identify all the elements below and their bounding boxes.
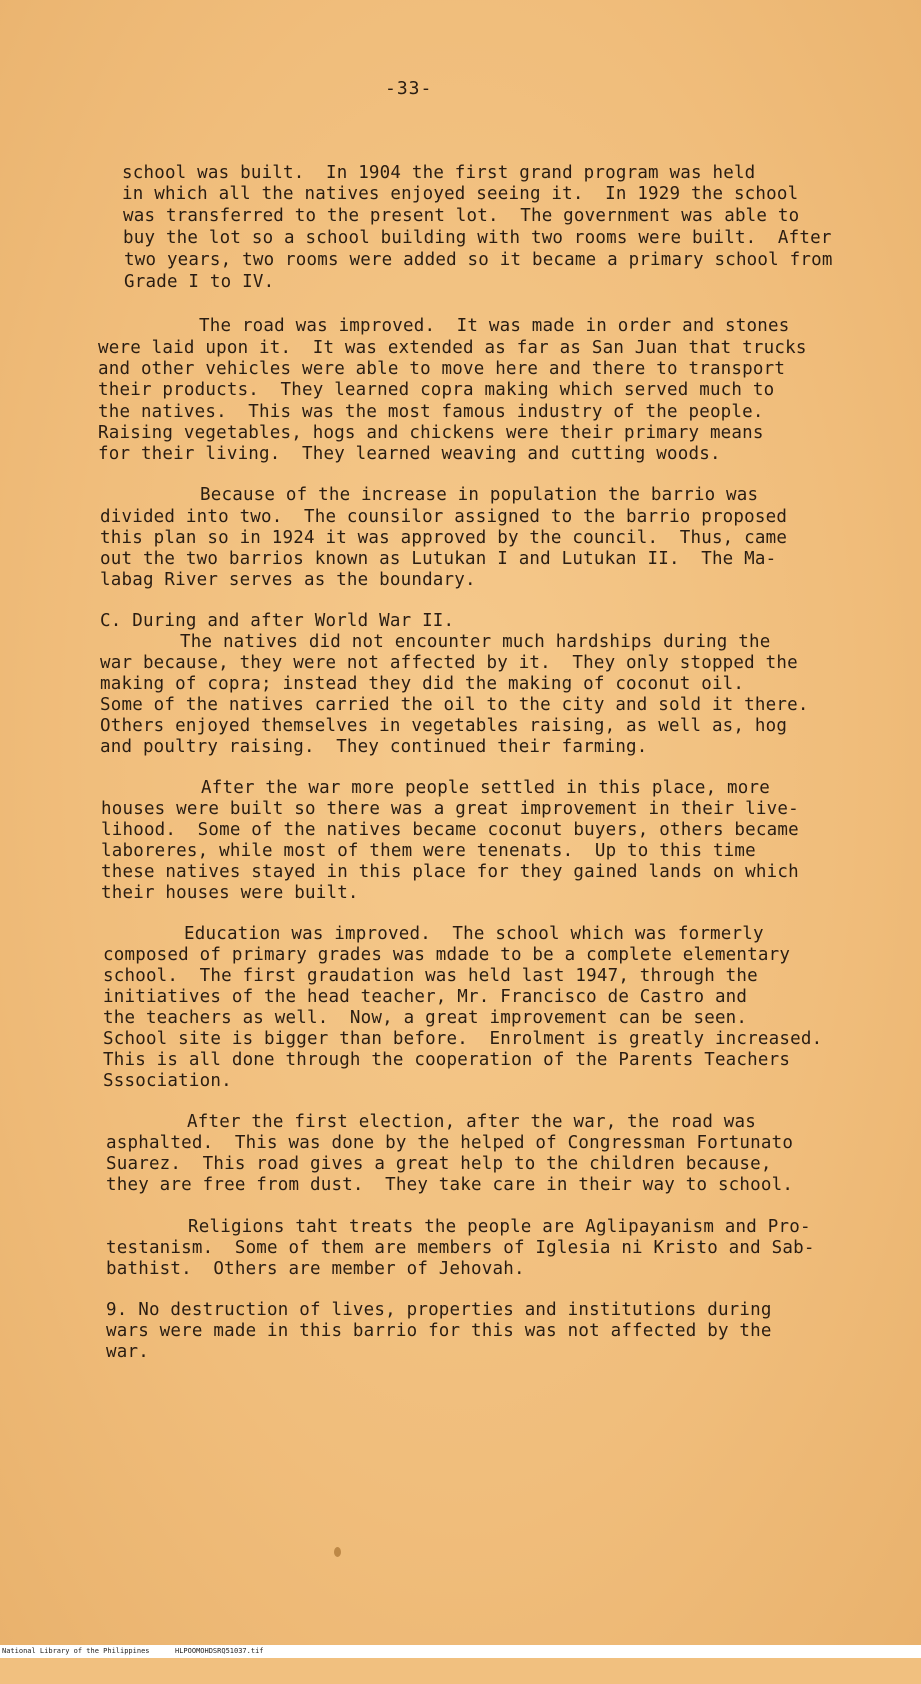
text-line: school. The first graudation was held last 1947, through the — [103, 966, 758, 986]
text-line: was transferred to the present lot. The government was able to — [123, 206, 800, 226]
text-line: composed of primary grades was mdade to be a complete elementary — [103, 945, 791, 965]
text-line: these natives stayed in this place for they gained lands on which — [101, 862, 799, 882]
text-line: and other vehicles were able to move here and there to transport — [98, 359, 786, 379]
text-line: this plan so in 1924 it was approved by the council. Thus, came — [100, 528, 788, 548]
text-line: buy the lot so a school building with two rooms were built. After — [123, 228, 832, 248]
text-line: wars were made in this barrio for this was not affected by the — [106, 1321, 772, 1341]
text-line: testanism. Some of them are members of Iglesia ni Kristo and Sab- — [106, 1238, 815, 1258]
text-line: lihood. Some of the natives became coconut buyers, others became — [101, 820, 799, 840]
text-line: This is all done through the cooperation of the Parents Teachers — [103, 1050, 791, 1070]
text-line: Suarez. This road gives a great help to the children because, — [106, 1154, 772, 1174]
text-line: they are free from dust. They take care in their way to school. — [106, 1175, 794, 1195]
text-line: After the first election, after the war, the road was — [187, 1112, 757, 1132]
text-line: Some of the natives carried the oil to the city and sold it there. — [100, 695, 809, 715]
text-line: Raising vegetables, hogs and chickens were their primary means — [98, 423, 764, 443]
text-line: their houses were built. — [101, 883, 359, 903]
text-line: bathist. Others are member of Jehovah. — [106, 1259, 525, 1279]
text-line: war because, they were not affected by it. They only stopped the — [100, 653, 798, 673]
text-line: The natives did not encounter much hardships during the — [180, 632, 771, 652]
text-line: Grade I to IV. — [124, 272, 275, 292]
text-line: houses were built so there was a great improvement in their live- — [101, 799, 799, 819]
text-line: After the war more people settled in this place, more — [201, 778, 771, 798]
footer-library-name: National Library of the Philippines — [2, 1647, 150, 1655]
text-line: The road was improved. It was made in order and stones — [199, 316, 790, 336]
text-line: school was built. In 1904 the first grand program was held — [122, 163, 756, 183]
text-line: were laid upon it. It was extended as far as San Juan that trucks — [98, 338, 807, 358]
text-line: their products. They learned copra making which served much to — [98, 380, 775, 400]
text-line: the teachers as well. Now, a great improvement can be seen. — [103, 1008, 748, 1028]
text-line: making of copra; instead they did the making of coconut oil. — [100, 674, 745, 694]
text-line: the natives. This was the most famous industry of the people. — [98, 402, 764, 422]
text-line: Others enjoyed themselves in vegetables raising, as well as, hog — [100, 716, 788, 736]
text-line: and poultry raising. They continued their farming. — [100, 737, 648, 757]
scan-footer — [0, 1645, 921, 1658]
text-line: initiatives of the head teacher, Mr. Francisco de Castro and — [103, 987, 748, 1007]
section-heading: C. During and after World War II. — [100, 611, 455, 631]
page-number: -33- — [385, 78, 433, 99]
text-line: 9. No destruction of lives, properties and institutions during — [106, 1300, 772, 1320]
text-line: laboreres, while most of them were tenenats. Up to this time — [101, 841, 756, 861]
text-line: two years, two rooms were added so it became a primary school from — [124, 250, 833, 270]
ink-smudge — [334, 1547, 341, 1557]
text-line: out the two barrios known as Lutukan I and Lutukan II. The Ma- — [100, 549, 777, 569]
text-line: asphalted. This was done by the helped of Congressman Fortunato — [106, 1133, 794, 1153]
text-line: war. — [106, 1342, 149, 1362]
text-line: Sssociation. — [103, 1071, 232, 1091]
footer-file-name: HLPOOMOHDSRQ51037.tif — [175, 1647, 264, 1655]
text-line: for their living. They learned weaving and cutting woods. — [98, 444, 721, 464]
text-line: labag River serves as the boundary. — [100, 570, 476, 590]
text-line: divided into two. The counsilor assigned to the barrio proposed — [100, 507, 788, 527]
text-line: School site is bigger than before. Enrolment is greatly increased. — [103, 1029, 823, 1049]
text-line: Education was improved. The school which was formerly — [184, 924, 764, 944]
text-line: in which all the natives enjoyed seeing it. In 1929 the school — [122, 184, 799, 204]
text-line: Religions taht treats the people are Aglipayanism and Pro- — [188, 1217, 811, 1237]
text-line: Because of the increase in population the barrio was — [200, 485, 759, 505]
